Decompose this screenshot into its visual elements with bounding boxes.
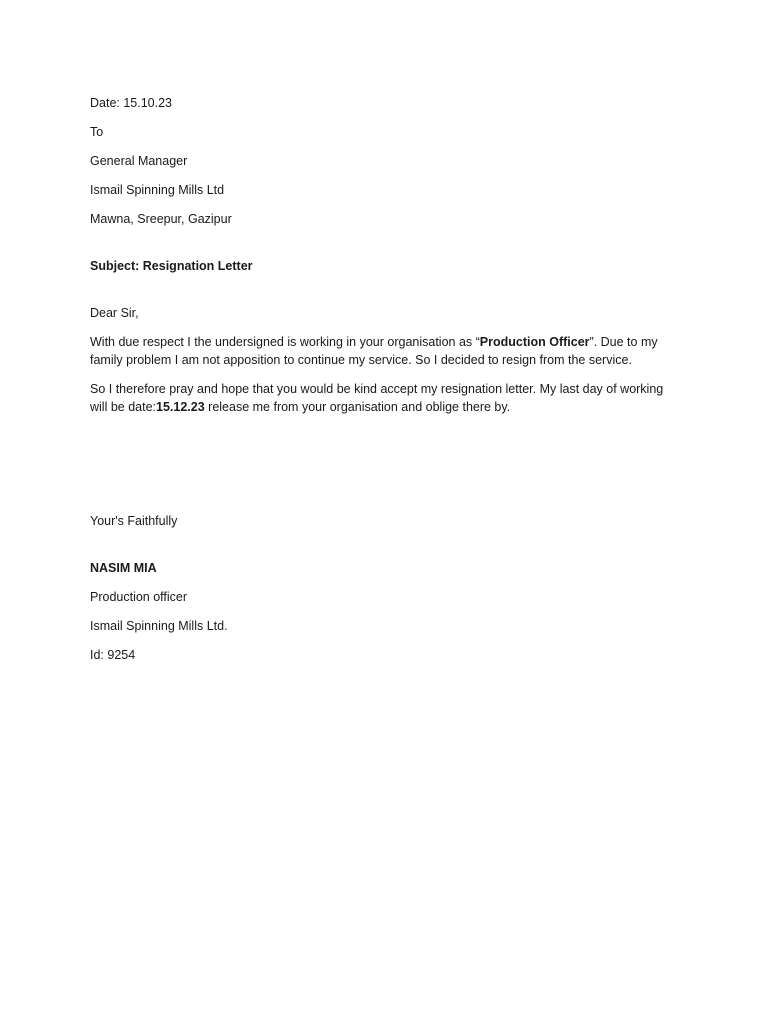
position-title: Production Officer: [479, 335, 590, 349]
para1-text-start: With due respect I the undersigned is working in your organisation as “: [90, 335, 480, 349]
resignation-letter: [90, 94, 690, 675]
last-working-day: 15.12.23: [156, 400, 205, 414]
para2-text-end: release me from your organisation and oblige there by.: [204, 400, 511, 414]
letter-subject: Subject: Resignation Letter: [90, 259, 253, 273]
para1-text-end: ”. Due to my family problem I am not apposition to continue my service. So I decided to resign from the service.: [90, 335, 658, 367]
recipient-title: General Manager: [90, 154, 188, 168]
letter-to: To: [90, 125, 104, 139]
sender-company: Ismail Spinning Mills Ltd.: [90, 619, 228, 633]
sender-name: NASIM MIA: [90, 561, 157, 575]
para2-text-start: So I therefore pray and hope that you would be kind accept my resignation letter. My last day of working will be date:: [90, 382, 664, 414]
letter-date: Date: 15.10.23: [90, 96, 173, 110]
letter-salutation: Dear Sir,: [90, 306, 139, 320]
sender-id: Id: 9254: [90, 648, 136, 662]
letter-closing: Your's Faithfully: [90, 514, 178, 528]
body-paragraph-1: [90, 333, 680, 369]
sender-title: Production officer: [90, 590, 188, 604]
recipient-company: Ismail Spinning Mills Ltd: [90, 183, 225, 197]
body-paragraph-2: [90, 380, 680, 416]
recipient-address: Mawna, Sreepur, Gazipur: [90, 212, 232, 226]
